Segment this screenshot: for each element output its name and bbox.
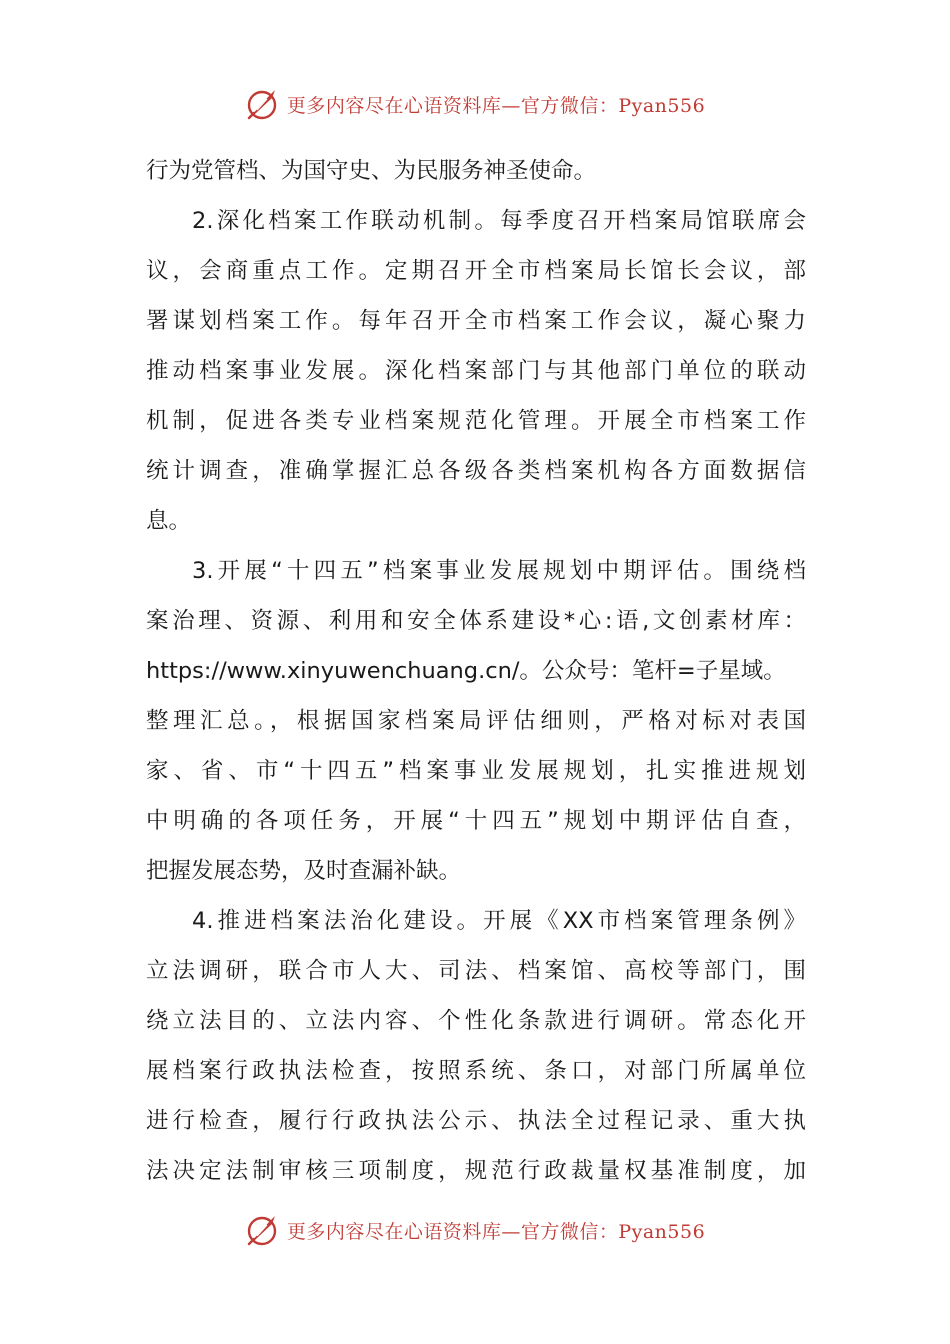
text-line: 统计调查，准确掌握汇总各级各类档案机构各方面数据信 [146, 458, 806, 484]
quill-pen-logo-icon [245, 1212, 281, 1248]
quill-pen-logo-icon [245, 86, 281, 122]
text-line: 进行检查，履行行政执法公示、执法全过程记录、重大执 [146, 1108, 806, 1134]
text-line: 3.开展“十四五”档案事业发展规划中期评估。围绕档 [192, 558, 806, 584]
text-line: https://www.xinyuwenchuang.cn/。公众号：笔杆=子星域。 [146, 658, 786, 684]
text-line: 法决定法制审核三项制度，规范行政裁量权基准制度，加 [146, 1158, 806, 1184]
text-line: 机制，促进各类专业档案规范化管理。开展全市档案工作 [146, 408, 806, 434]
text-line: 把握发展态势，及时查漏补缺。 [146, 858, 462, 884]
text-line: 议，会商重点工作。定期召开全市档案局长馆长会议，部 [146, 258, 806, 284]
text-line: 行为党管档、为国守史、为民服务神圣使命。 [146, 158, 597, 184]
text-line: 家、省、市“十四五”档案事业发展规划，扎实推进规划 [146, 758, 806, 784]
text-line: 整理汇总。，根据国家档案局评估细则，严格对标对表国 [146, 708, 806, 734]
text-line: 案治理、资源、利用和安全体系建设*心:语,文创素材库： [146, 608, 806, 634]
text-line: 息。 [146, 508, 192, 534]
footer-banner [0, 1208, 950, 1252]
text-line: 推动档案事业发展。深化档案部门与其他部门单位的联动 [146, 358, 806, 384]
text-line: 4.推进档案法治化建设。开展《XX市档案管理条例》 [192, 908, 806, 934]
header-banner [0, 82, 950, 126]
text-line: 绕立法目的、立法内容、个性化条款进行调研。常态化开 [146, 1008, 806, 1034]
text-line: 展档案行政执法检查，按照系统、条口，对部门所属单位 [146, 1058, 806, 1084]
text-line: 署谋划档案工作。每年召开全市档案工作会议，凝心聚力 [146, 308, 806, 334]
text-line: 2.深化档案工作联动机制。每季度召开档案局馆联席会 [192, 208, 806, 234]
text-line: 中明确的各项任务，开展“十四五”规划中期评估自查， [146, 808, 806, 834]
banner-text: 更多内容尽在心语资料库—官方微信：Pyan556 [286, 94, 706, 117]
document-body [146, 146, 806, 1196]
text-line: 立法调研，联合市人大、司法、档案馆、高校等部门，围 [146, 958, 806, 984]
banner-text: 更多内容尽在心语资料库—官方微信：Pyan556 [286, 1220, 706, 1243]
